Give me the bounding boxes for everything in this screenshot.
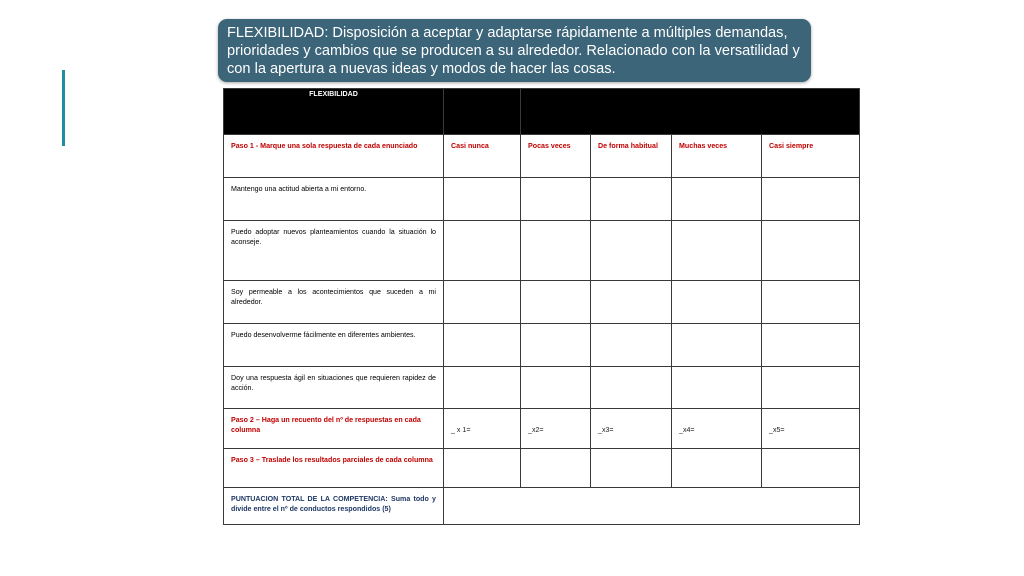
statement-row <box>224 281 860 324</box>
answer-cell[interactable] <box>762 367 860 409</box>
count-cell[interactable]: _ x 1= <box>444 409 521 449</box>
partial-cell[interactable] <box>591 449 672 488</box>
answer-cell[interactable] <box>762 324 860 367</box>
answer-cell[interactable] <box>591 221 672 281</box>
statement-row <box>224 178 860 221</box>
columns-row <box>224 135 860 178</box>
header-spacer <box>521 89 860 135</box>
answer-cell[interactable] <box>521 221 591 281</box>
column-header: Muchas veces <box>672 135 762 178</box>
column-header: Casi siempre <box>762 135 860 178</box>
partial-cell[interactable] <box>444 449 521 488</box>
statement-text: Puedo desenvolverme fácilmente en diferentes ambientes. <box>224 324 444 367</box>
statement-text: Puedo adoptar nuevos planteamientos cuando la situación lo aconseje. <box>224 221 444 281</box>
answer-cell[interactable] <box>672 324 762 367</box>
answer-cell[interactable] <box>672 367 762 409</box>
answer-cell[interactable] <box>672 221 762 281</box>
step2-label: Paso 2 – Haga un recuento del nº de respuestas en cada columna <box>224 409 444 449</box>
answer-cell[interactable] <box>672 281 762 324</box>
partial-cell[interactable] <box>672 449 762 488</box>
title-box <box>218 19 811 82</box>
header-row <box>224 89 860 135</box>
statement-row <box>224 221 860 281</box>
column-header: Casi nunca <box>444 135 521 178</box>
title-text: FLEXIBILIDAD: Disposición a aceptar y adaptarse rápidamente a múltiples demandas, prioridades y cambios que se producen a su alrededor. Relacionado con la versatilidad y con la apertura a nuevas ideas y modos de hacer las cosas. <box>227 25 800 77</box>
answer-cell[interactable] <box>762 281 860 324</box>
count-cell[interactable]: _x3= <box>591 409 672 449</box>
answer-cell[interactable] <box>591 367 672 409</box>
statement-row <box>224 367 860 409</box>
step3-label: Paso 3 – Traslade los resultados parciales de cada columna <box>224 449 444 488</box>
answer-cell[interactable] <box>762 221 860 281</box>
table-header: FLEXIBILIDAD <box>224 89 444 135</box>
count-cell[interactable]: _x4= <box>672 409 762 449</box>
answer-cell[interactable] <box>591 324 672 367</box>
answer-cell[interactable] <box>444 367 521 409</box>
total-label: PUNTUACION TOTAL DE LA COMPETENCIA: Suma todo y divide entre el nº de conductos respondidos (5) <box>224 488 444 525</box>
answer-cell[interactable] <box>521 281 591 324</box>
statement-row <box>224 324 860 367</box>
partial-cell[interactable] <box>762 449 860 488</box>
step1-label: Paso 1 - Marque una sola respuesta de cada enunciado <box>224 135 444 178</box>
answer-cell[interactable] <box>521 178 591 221</box>
answer-cell[interactable] <box>444 281 521 324</box>
step3-row <box>224 449 860 488</box>
answer-cell[interactable] <box>444 178 521 221</box>
partial-cell[interactable] <box>521 449 591 488</box>
column-header: De forma habitual <box>591 135 672 178</box>
flexibility-table <box>223 88 860 525</box>
answer-cell[interactable] <box>444 221 521 281</box>
step2-row <box>224 409 860 449</box>
answer-cell[interactable] <box>521 324 591 367</box>
statement-text: Mantengo una actitud abierta a mi entorno. <box>224 178 444 221</box>
count-cell[interactable]: _x5= <box>762 409 860 449</box>
column-header: Pocas veces <box>521 135 591 178</box>
answer-cell[interactable] <box>444 324 521 367</box>
answer-cell[interactable] <box>591 178 672 221</box>
total-row <box>224 488 860 525</box>
answer-cell[interactable] <box>591 281 672 324</box>
header-spacer <box>444 89 521 135</box>
count-cell[interactable]: _x2= <box>521 409 591 449</box>
accent-bar <box>62 70 65 146</box>
answer-cell[interactable] <box>762 178 860 221</box>
total-cell[interactable] <box>444 488 860 525</box>
statement-text: Doy una respuesta ágil en situaciones que requieren rapidez de acción. <box>224 367 444 409</box>
statement-text: Soy permeable a los acontecimientos que suceden a mi alrededor. <box>224 281 444 324</box>
answer-cell[interactable] <box>672 178 762 221</box>
answer-cell[interactable] <box>521 367 591 409</box>
